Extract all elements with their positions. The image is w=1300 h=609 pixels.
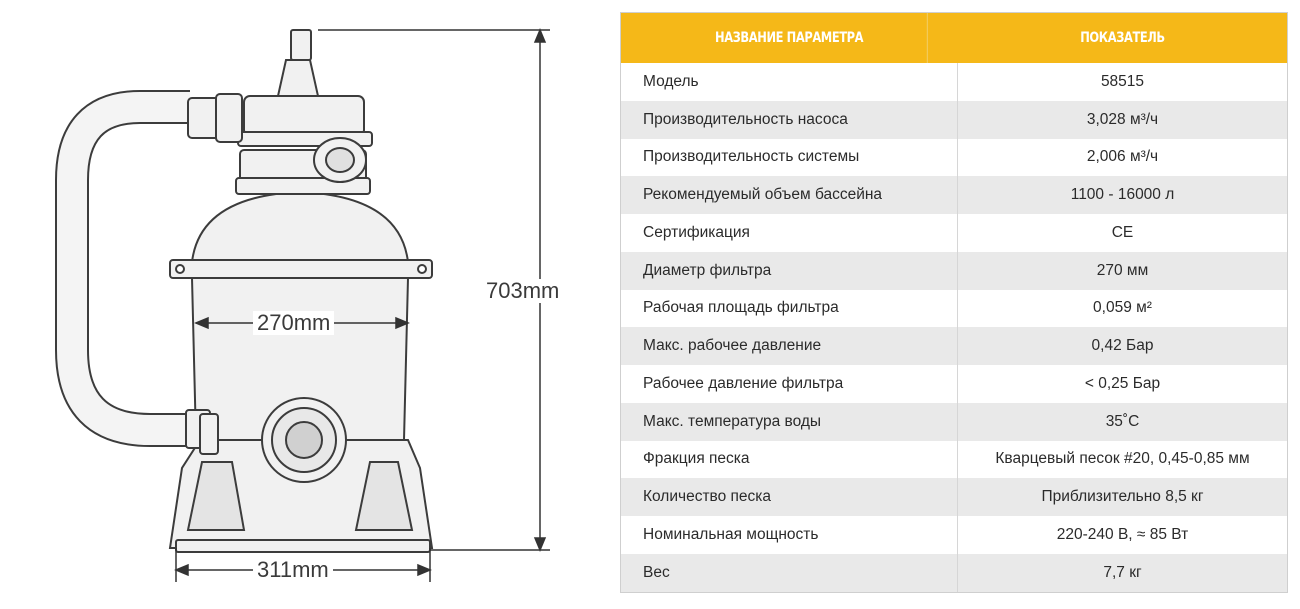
parameter-value: 3,028 м³/ч: [1086, 110, 1159, 128]
table-row: [621, 516, 1287, 554]
header-parameter-value: ПОКАЗАТЕЛЬ: [1080, 30, 1165, 46]
table-row: [621, 290, 1287, 328]
table-row: [621, 441, 1287, 479]
parameter-name: Макс. рабочее давление: [621, 327, 958, 365]
parameter-name: Рекомендуемый объем бассейна: [621, 176, 958, 214]
header-parameter-name: НАЗВАНИЕ ПАРАМЕТРА: [651, 13, 927, 63]
parameter-name: Сертификация: [621, 214, 958, 252]
parameter-value: 0,42 Бар: [1091, 337, 1154, 355]
table-row: [621, 63, 1287, 101]
parameter-value: < 0,25 Бар: [1084, 374, 1161, 392]
parameter-value: 7,7 кг: [1103, 563, 1142, 581]
parameter-value: 1100 - 16000 л: [1070, 186, 1175, 204]
table-row: [621, 478, 1287, 516]
table-row: [621, 176, 1287, 214]
base-width-dimension-label: 311mm: [253, 558, 333, 582]
parameter-name: Модель: [621, 63, 958, 101]
parameter-name: Макс. температура воды: [621, 403, 958, 441]
specifications-table: [620, 12, 1288, 593]
parameter-name: Рабочая площадь фильтра: [621, 290, 958, 328]
table-row: [621, 214, 1287, 252]
parameter-name: Рабочее давление фильтра: [621, 365, 958, 403]
table-row: [621, 403, 1287, 441]
filter-width-dimension-label: 270mm: [253, 311, 334, 335]
table-row: [621, 554, 1287, 592]
parameter-name: Количество песка: [621, 478, 958, 516]
parameter-value: 58515: [1100, 72, 1145, 90]
table-row: [621, 365, 1287, 403]
parameter-value: 35˚С: [1105, 412, 1140, 430]
table-row: [621, 139, 1287, 177]
parameter-value: 270 мм: [1096, 261, 1149, 279]
parameter-name: Фракция песка: [621, 441, 958, 479]
parameter-name: Вес: [621, 554, 958, 592]
parameter-name: Производительность системы: [621, 139, 958, 177]
table-row: [621, 327, 1287, 365]
parameter-name: Производительность насоса: [621, 101, 958, 139]
sand-filter-diagram: [0, 0, 600, 604]
parameter-value: Приблизительно 8,5 кг: [1041, 488, 1204, 506]
height-dimension-label: 703mm: [482, 279, 563, 303]
parameter-value: 0,059 м²: [1093, 299, 1152, 317]
table-body: [621, 63, 1287, 592]
table-row: [621, 252, 1287, 290]
parameter-name: Диаметр фильтра: [621, 252, 958, 290]
parameter-value: 220-240 В, ≈ 85 Вт: [1056, 525, 1189, 543]
parameter-value: Кварцевый песок #20, 0,45-0,85 мм: [995, 450, 1250, 468]
parameter-value: 2,006 м³/ч: [1086, 148, 1159, 166]
parameter-name: Номинальная мощность: [621, 516, 958, 554]
parameter-value: CE: [1111, 223, 1134, 241]
table-header: [621, 13, 1287, 63]
table-row: [621, 101, 1287, 139]
